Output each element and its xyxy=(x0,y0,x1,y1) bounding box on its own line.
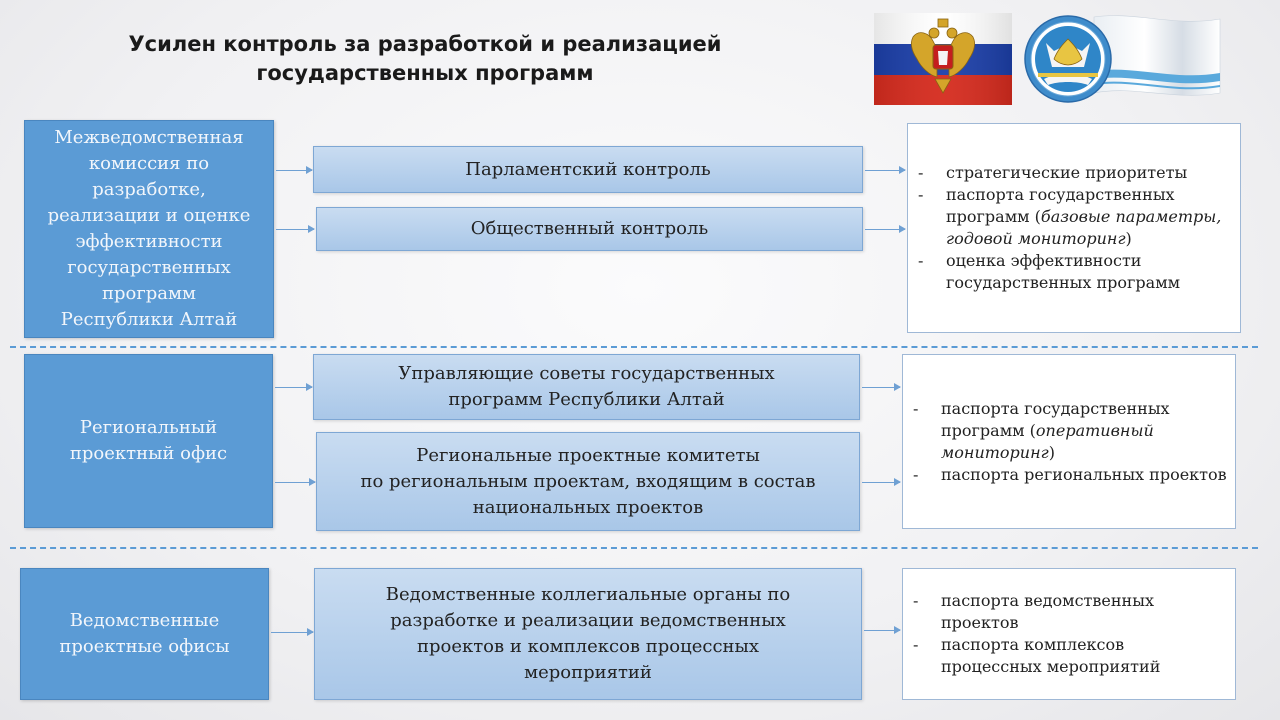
output-item xyxy=(911,398,1227,464)
middle-line: разработке и реализации ведомственных xyxy=(390,610,786,631)
middle-line: Ведомственные коллегиальные органы по xyxy=(385,584,791,605)
departmental-collegial-bodies-box xyxy=(314,568,862,700)
output-item xyxy=(911,590,1227,634)
connector-arrow xyxy=(275,482,315,483)
middle-line: Общественный контроль xyxy=(470,218,709,239)
left-line: Межведомственная xyxy=(54,127,244,148)
connector-arrow xyxy=(862,387,900,388)
output-text: паспорта ведомственных проектов xyxy=(941,591,1154,632)
bullet-dash: - xyxy=(913,591,919,610)
middle-line: проектов и комплексов процессных xyxy=(416,636,760,657)
bullet-dash: - xyxy=(918,163,924,182)
middle-line: мероприятий xyxy=(524,662,652,683)
russian-flag-with-coat-of-arms-icon xyxy=(874,13,1012,105)
connector-arrow xyxy=(865,229,905,230)
left-line: разработке, xyxy=(92,179,206,200)
departmental-project-offices-box xyxy=(20,568,269,700)
row2-outputs-box xyxy=(902,354,1236,529)
output-text: стратегические приоритеты xyxy=(946,163,1188,182)
left-line: Ведомственные xyxy=(69,610,220,631)
italic-note: базовые параметры, годовой мониторинг xyxy=(946,207,1222,248)
connector-arrow xyxy=(275,387,312,388)
regional-project-committees-box xyxy=(316,432,860,531)
output-text: паспорта государственных программ (оперативный мониторинг) xyxy=(941,398,1170,462)
connector-arrow xyxy=(862,482,900,483)
left-line: проектные офисы xyxy=(59,636,230,657)
middle-line: Парламентский контроль xyxy=(465,158,711,180)
row1-outputs-box xyxy=(907,123,1241,333)
section-divider xyxy=(10,346,1258,348)
bullet-dash: - xyxy=(913,398,919,418)
middle-line: программ Республики Алтай xyxy=(448,389,725,410)
left-line: эффективности xyxy=(75,231,223,252)
connector-arrow xyxy=(864,630,900,631)
parliamentary-control-box xyxy=(313,146,863,193)
output-text: паспорта региональных проектов xyxy=(941,464,1227,484)
left-line: программ xyxy=(101,283,197,304)
title-line-1: Усилен контроль за разработкой и реализацией xyxy=(128,32,722,56)
bullet-dash: - xyxy=(918,251,924,270)
connector-arrow xyxy=(271,632,313,633)
middle-line: Управляющие советы государственных xyxy=(398,363,775,384)
left-line: государственных xyxy=(67,257,231,278)
output-item xyxy=(916,250,1232,294)
interagency-commission-box xyxy=(24,120,274,338)
altai-republic-flag-with-emblem-icon xyxy=(1024,13,1224,105)
connector-arrow xyxy=(276,170,312,171)
output-text: оценка эффективности государственных программ xyxy=(946,251,1181,292)
left-line: проектный офис xyxy=(69,443,228,464)
public-control-box xyxy=(316,207,863,251)
output-item xyxy=(911,464,1227,486)
bullet-dash: - xyxy=(913,464,919,484)
connector-arrow xyxy=(276,229,314,230)
italic-note: оперативный мониторинг xyxy=(941,420,1154,462)
title-line-2: государственных программ xyxy=(256,61,594,85)
middle-line: Региональные проектные комитеты xyxy=(416,444,760,466)
left-line: Республики Алтай xyxy=(60,309,238,330)
row3-outputs-box xyxy=(902,568,1236,700)
steering-councils-box xyxy=(313,354,860,420)
output-text: паспорта государственных программ (базовые параметры, годовой мониторинг) xyxy=(946,185,1222,248)
connector-arrow xyxy=(865,170,905,171)
section-divider xyxy=(10,547,1258,549)
page-title xyxy=(60,30,790,88)
left-line: реализации и оценке xyxy=(47,205,251,226)
output-item xyxy=(911,634,1227,678)
output-item xyxy=(916,184,1232,250)
middle-line: по региональным проектам, входящим в состав xyxy=(360,470,816,492)
left-line: Региональный xyxy=(79,417,218,438)
left-line: комиссия по xyxy=(88,153,210,174)
middle-line: национальных проектов xyxy=(472,496,704,518)
regional-project-office-box xyxy=(24,354,273,528)
output-text: паспорта комплексов процессных мероприятий xyxy=(941,635,1161,676)
output-item xyxy=(916,162,1232,184)
bullet-dash: - xyxy=(918,185,924,204)
bullet-dash: - xyxy=(913,635,919,654)
